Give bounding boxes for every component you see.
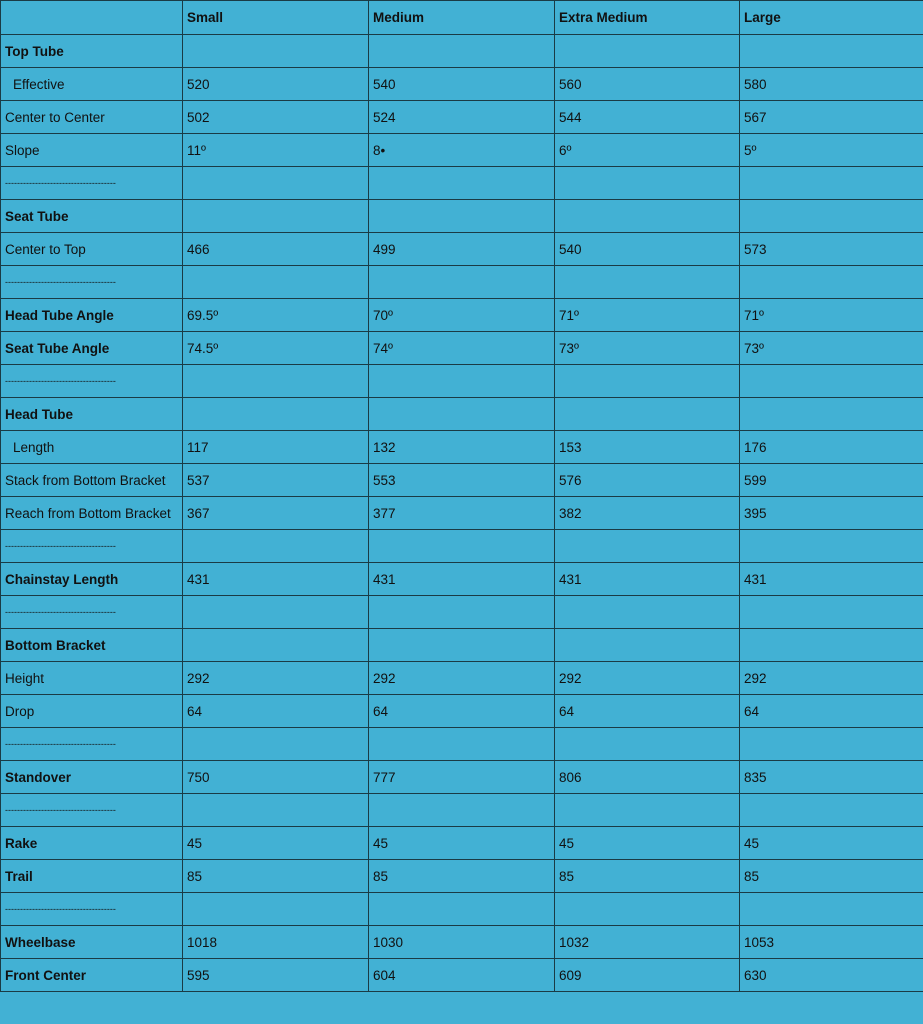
- table-cell: [369, 728, 555, 761]
- separator-label: -------------------------------------: [1, 893, 183, 926]
- table-cell: [183, 167, 369, 200]
- table-row: [1, 827, 923, 860]
- table-cell: [369, 629, 555, 662]
- table-cell: 64: [369, 695, 555, 728]
- table-cell: 85: [369, 860, 555, 893]
- separator-label: -------------------------------------: [1, 167, 183, 200]
- table-cell: 45: [740, 827, 923, 860]
- table-cell: 71º: [555, 299, 740, 332]
- table-cell: [555, 794, 740, 827]
- table-cell: 64: [555, 695, 740, 728]
- table-cell: 806: [555, 761, 740, 794]
- table-cell: 595: [183, 959, 369, 992]
- table-cell: 777: [369, 761, 555, 794]
- table-cell: 599: [740, 464, 923, 497]
- column-header-extra-medium: Extra Medium: [555, 1, 740, 35]
- table-cell: [183, 530, 369, 563]
- table-cell: [183, 794, 369, 827]
- table-cell: 292: [555, 662, 740, 695]
- table-cell: 553: [369, 464, 555, 497]
- table-cell: 540: [369, 68, 555, 101]
- separator-label: -------------------------------------: [1, 596, 183, 629]
- header-row: [1, 1, 923, 35]
- separator-label: -------------------------------------: [1, 794, 183, 827]
- table-cell: 431: [369, 563, 555, 596]
- table-row: [1, 299, 923, 332]
- table-cell: [369, 398, 555, 431]
- table-cell: [555, 365, 740, 398]
- table-row: [1, 398, 923, 431]
- row-label: Effective: [1, 68, 183, 101]
- separator-label: -------------------------------------: [1, 266, 183, 299]
- table-cell: 367: [183, 497, 369, 530]
- table-cell: [740, 35, 923, 68]
- row-label: Seat Tube Angle: [1, 332, 183, 365]
- table-row: [1, 530, 923, 563]
- table-cell: 64: [183, 695, 369, 728]
- table-cell: [740, 167, 923, 200]
- row-label: Front Center: [1, 959, 183, 992]
- table-cell: 73º: [555, 332, 740, 365]
- table-cell: [740, 365, 923, 398]
- table-cell: [555, 530, 740, 563]
- table-row: [1, 629, 923, 662]
- table-cell: 74.5º: [183, 332, 369, 365]
- separator-label: -------------------------------------: [1, 365, 183, 398]
- column-header: [1, 1, 183, 35]
- table-cell: [555, 167, 740, 200]
- table-row: [1, 200, 923, 233]
- table-cell: 70º: [369, 299, 555, 332]
- table-cell: [555, 35, 740, 68]
- table-row: [1, 695, 923, 728]
- table-row: [1, 596, 923, 629]
- table-row: [1, 959, 923, 992]
- row-label: Stack from Bottom Bracket: [1, 464, 183, 497]
- table-cell: 73º: [740, 332, 923, 365]
- separator-label: -------------------------------------: [1, 530, 183, 563]
- table-cell: [740, 266, 923, 299]
- table-cell: [183, 596, 369, 629]
- table-cell: 11º: [183, 134, 369, 167]
- table-cell: 5º: [740, 134, 923, 167]
- table-body: [1, 35, 923, 992]
- table-cell: 537: [183, 464, 369, 497]
- table-cell: [183, 35, 369, 68]
- column-header-medium: Medium: [369, 1, 555, 35]
- table-cell: 6º: [555, 134, 740, 167]
- row-label: Head Tube: [1, 398, 183, 431]
- table-cell: 520: [183, 68, 369, 101]
- table-cell: [183, 728, 369, 761]
- table-row: [1, 101, 923, 134]
- table-cell: 573: [740, 233, 923, 266]
- table-cell: 431: [183, 563, 369, 596]
- table-cell: 45: [369, 827, 555, 860]
- table-row: [1, 860, 923, 893]
- table-cell: 292: [369, 662, 555, 695]
- row-label: Standover: [1, 761, 183, 794]
- table-cell: 576: [555, 464, 740, 497]
- table-cell: [740, 530, 923, 563]
- table-cell: 630: [740, 959, 923, 992]
- table-cell: [369, 596, 555, 629]
- table-cell: 580: [740, 68, 923, 101]
- table-cell: [183, 398, 369, 431]
- row-label: Head Tube Angle: [1, 299, 183, 332]
- table-row: [1, 497, 923, 530]
- table-cell: [369, 530, 555, 563]
- table-cell: 395: [740, 497, 923, 530]
- table-row: [1, 365, 923, 398]
- table-cell: 750: [183, 761, 369, 794]
- table-cell: [740, 794, 923, 827]
- row-label: Top Tube: [1, 35, 183, 68]
- row-label: Chainstay Length: [1, 563, 183, 596]
- table-cell: [740, 629, 923, 662]
- table-cell: 292: [183, 662, 369, 695]
- table-cell: [369, 893, 555, 926]
- table-cell: [740, 200, 923, 233]
- table-cell: 117: [183, 431, 369, 464]
- table-cell: 604: [369, 959, 555, 992]
- table-cell: 1018: [183, 926, 369, 959]
- table-cell: 567: [740, 101, 923, 134]
- separator-label: -------------------------------------: [1, 728, 183, 761]
- table-cell: 377: [369, 497, 555, 530]
- table-cell: 292: [740, 662, 923, 695]
- table-row: [1, 464, 923, 497]
- table-row: [1, 893, 923, 926]
- table-cell: [555, 200, 740, 233]
- table-cell: [555, 596, 740, 629]
- row-label: Center to Center: [1, 101, 183, 134]
- row-label: Wheelbase: [1, 926, 183, 959]
- table-cell: [555, 893, 740, 926]
- table-cell: [555, 728, 740, 761]
- table-row: [1, 68, 923, 101]
- table-cell: [183, 200, 369, 233]
- table-cell: 153: [555, 431, 740, 464]
- table-row: [1, 662, 923, 695]
- table-cell: 431: [555, 563, 740, 596]
- table-cell: 1053: [740, 926, 923, 959]
- table-cell: 466: [183, 233, 369, 266]
- row-label: Center to Top: [1, 233, 183, 266]
- table-cell: 64: [740, 695, 923, 728]
- table-row: [1, 563, 923, 596]
- table-cell: [555, 398, 740, 431]
- table-cell: 45: [183, 827, 369, 860]
- table-row: [1, 431, 923, 464]
- table-cell: [740, 893, 923, 926]
- table-cell: 544: [555, 101, 740, 134]
- row-label: Reach from Bottom Bracket: [1, 497, 183, 530]
- table-cell: [369, 365, 555, 398]
- table-row: [1, 35, 923, 68]
- table-cell: 1030: [369, 926, 555, 959]
- table-cell: 431: [740, 563, 923, 596]
- table-cell: [555, 629, 740, 662]
- row-label: Length: [1, 431, 183, 464]
- row-label: Trail: [1, 860, 183, 893]
- table-cell: 176: [740, 431, 923, 464]
- table-cell: 502: [183, 101, 369, 134]
- table-row: [1, 332, 923, 365]
- table-cell: 835: [740, 761, 923, 794]
- row-label: Drop: [1, 695, 183, 728]
- table-cell: 609: [555, 959, 740, 992]
- table-row: [1, 926, 923, 959]
- row-label: Slope: [1, 134, 183, 167]
- table-cell: 560: [555, 68, 740, 101]
- table-row: [1, 134, 923, 167]
- table-cell: 85: [555, 860, 740, 893]
- table-cell: 540: [555, 233, 740, 266]
- table-cell: [369, 200, 555, 233]
- table-cell: 74º: [369, 332, 555, 365]
- table-cell: [183, 629, 369, 662]
- table-cell: 71º: [740, 299, 923, 332]
- table-cell: 69.5º: [183, 299, 369, 332]
- table-cell: [369, 794, 555, 827]
- table-cell: [369, 266, 555, 299]
- table-cell: [740, 596, 923, 629]
- table-cell: [369, 167, 555, 200]
- table-cell: [369, 35, 555, 68]
- table-row: [1, 167, 923, 200]
- table-row: [1, 728, 923, 761]
- table-cell: [740, 398, 923, 431]
- table-cell: [183, 266, 369, 299]
- row-label: Seat Tube: [1, 200, 183, 233]
- row-label: Height: [1, 662, 183, 695]
- table-cell: 132: [369, 431, 555, 464]
- row-label: Bottom Bracket: [1, 629, 183, 662]
- table-cell: [183, 365, 369, 398]
- column-header-large: Large: [740, 1, 923, 35]
- table-cell: 524: [369, 101, 555, 134]
- table-row: [1, 233, 923, 266]
- table-cell: 382: [555, 497, 740, 530]
- table-cell: [183, 893, 369, 926]
- table-row: [1, 266, 923, 299]
- row-label: Rake: [1, 827, 183, 860]
- table-cell: 1032: [555, 926, 740, 959]
- table-cell: 499: [369, 233, 555, 266]
- table-cell: 85: [183, 860, 369, 893]
- column-header-small: Small: [183, 1, 369, 35]
- table-cell: [740, 728, 923, 761]
- table-cell: [555, 266, 740, 299]
- table-cell: 8•: [369, 134, 555, 167]
- table-row: [1, 794, 923, 827]
- table-cell: 85: [740, 860, 923, 893]
- table-row: [1, 761, 923, 794]
- table-cell: 45: [555, 827, 740, 860]
